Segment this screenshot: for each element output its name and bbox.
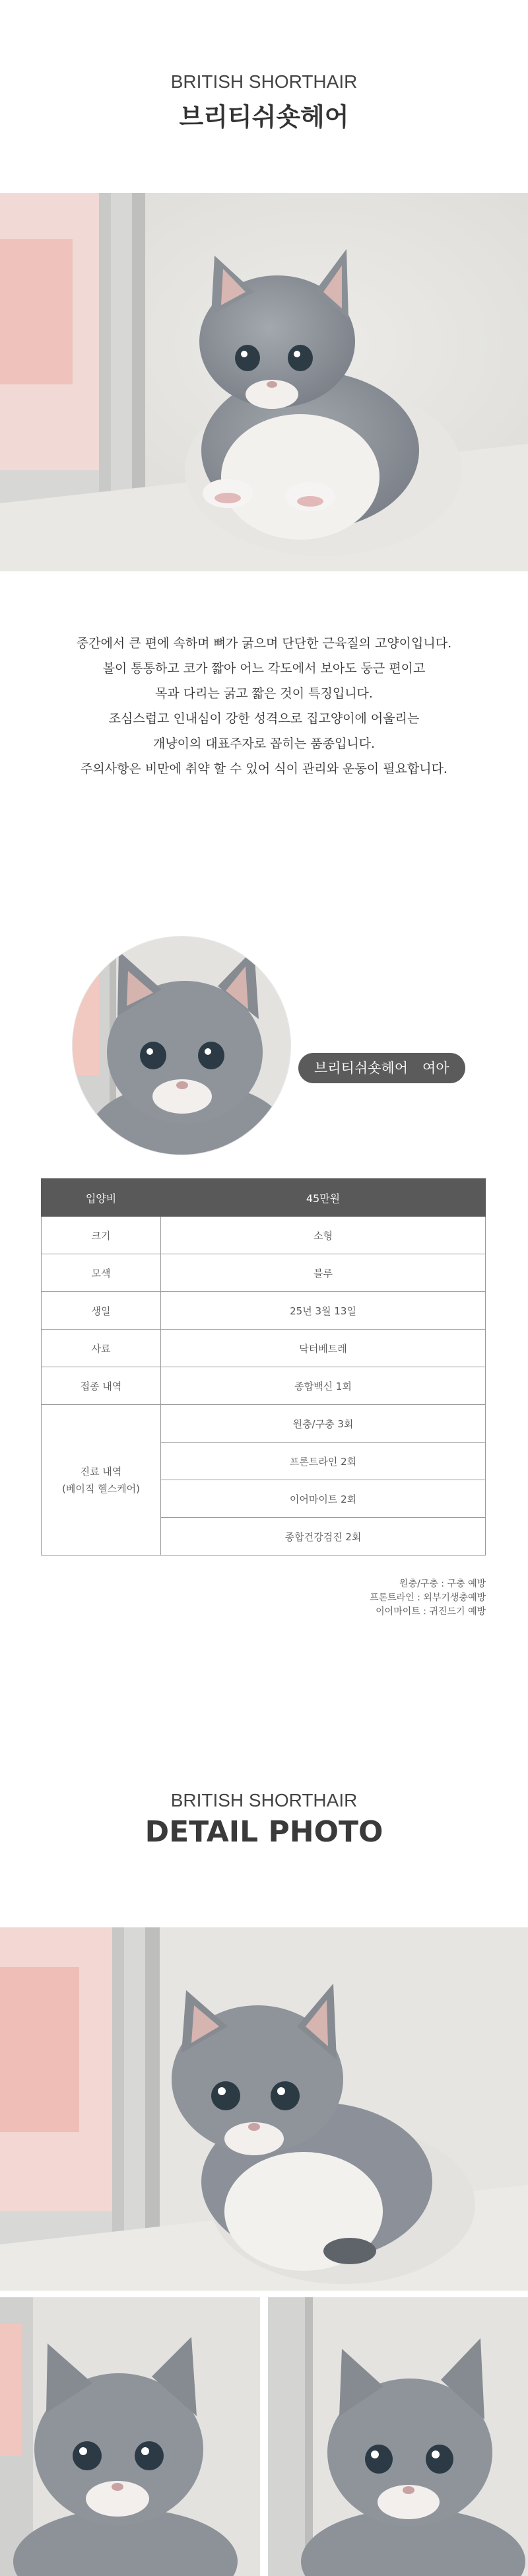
note-line: 프론트라인 : 외부기생충예방 xyxy=(370,1592,486,1603)
table-row xyxy=(42,1179,486,1217)
detail-cat-photo-1 xyxy=(0,1927,528,2291)
price-value: 45만원 xyxy=(161,1179,486,1217)
row-value: 소형 xyxy=(161,1217,486,1254)
row-label: 모색 xyxy=(42,1254,161,1292)
table-row xyxy=(42,1292,486,1330)
header-section xyxy=(0,71,528,133)
care-label-main: 진료 내역 xyxy=(80,1465,122,1478)
detail-title: DETAIL PHOTO xyxy=(145,1815,383,1849)
profile-name-badge xyxy=(298,1053,465,1083)
detail-cat-photo-3 xyxy=(268,2297,528,2576)
table-row xyxy=(42,1330,486,1367)
care-history-label xyxy=(42,1405,161,1556)
cat-photo-graphic xyxy=(0,193,528,571)
table-row xyxy=(42,1405,486,1443)
row-value: 종합백신 1회 xyxy=(161,1367,486,1405)
row-label: 사료 xyxy=(42,1330,161,1367)
table-row xyxy=(42,1254,486,1292)
profile-cat-photo xyxy=(73,937,290,1155)
row-label: 크기 xyxy=(42,1217,161,1254)
profile-sex: 여아 xyxy=(422,1060,449,1076)
description-line: 주의사항은 비만에 취약 할 수 있어 식이 관리와 운동이 필요합니다. xyxy=(81,762,447,776)
care-item: 원충/구충 3회 xyxy=(161,1405,486,1443)
row-value: 블루 xyxy=(161,1254,486,1292)
pet-info-table xyxy=(41,1178,486,1556)
note-line: 이어마이트 : 귀진드기 예방 xyxy=(376,1606,486,1617)
care-item: 프론트라인 2회 xyxy=(161,1443,486,1480)
description-line: 볼이 통통하고 코가 짧아 어느 각도에서 보아도 둥근 편이고 xyxy=(102,661,426,676)
breed-title: 브리티쉬숏헤어 xyxy=(179,102,349,131)
care-label-sub: (베이직 헬스케어) xyxy=(62,1482,140,1495)
row-value: 25년 3월 13일 xyxy=(161,1292,486,1330)
row-label: 생일 xyxy=(42,1292,161,1330)
description-line: 목과 다리는 굵고 짧은 것이 특징입니다. xyxy=(155,686,373,701)
care-item: 종합건강검진 2회 xyxy=(161,1518,486,1556)
note-line: 원충/구충 : 구충 예방 xyxy=(399,1579,486,1589)
description-line: 조심스럽고 인내심이 강한 성격으로 집고양이에 어울리는 xyxy=(108,711,420,726)
detail-eyebrow: BRITISH SHORTHAIR xyxy=(170,1790,358,1810)
table-row xyxy=(42,1367,486,1405)
cat-photo-graphic xyxy=(0,2297,260,2576)
cat-photo-graphic xyxy=(0,1927,528,2291)
detail-section-header xyxy=(0,1790,528,1849)
description-line: 중간에서 큰 편에 속하며 뼈가 굵으며 단단한 근육질의 고양이입니다. xyxy=(76,636,452,651)
cat-photo-graphic xyxy=(73,937,290,1155)
care-notes xyxy=(370,1577,486,1619)
row-label: 접종 내역 xyxy=(42,1367,161,1405)
breed-description xyxy=(0,631,528,781)
description-line: 개냥이의 대표주자로 꼽히는 품종입니다. xyxy=(152,736,376,751)
price-label: 입양비 xyxy=(42,1179,161,1217)
table-row xyxy=(42,1217,486,1254)
row-value: 닥터베트레 xyxy=(161,1330,486,1367)
care-item: 이어마이트 2회 xyxy=(161,1480,486,1518)
cat-photo-graphic xyxy=(268,2297,528,2576)
profile-name: 브리티쉬숏헤어 xyxy=(314,1060,409,1076)
detail-cat-photo-2 xyxy=(0,2297,260,2576)
main-cat-photo xyxy=(0,193,528,571)
breed-eyebrow: BRITISH SHORTHAIR xyxy=(170,71,358,92)
